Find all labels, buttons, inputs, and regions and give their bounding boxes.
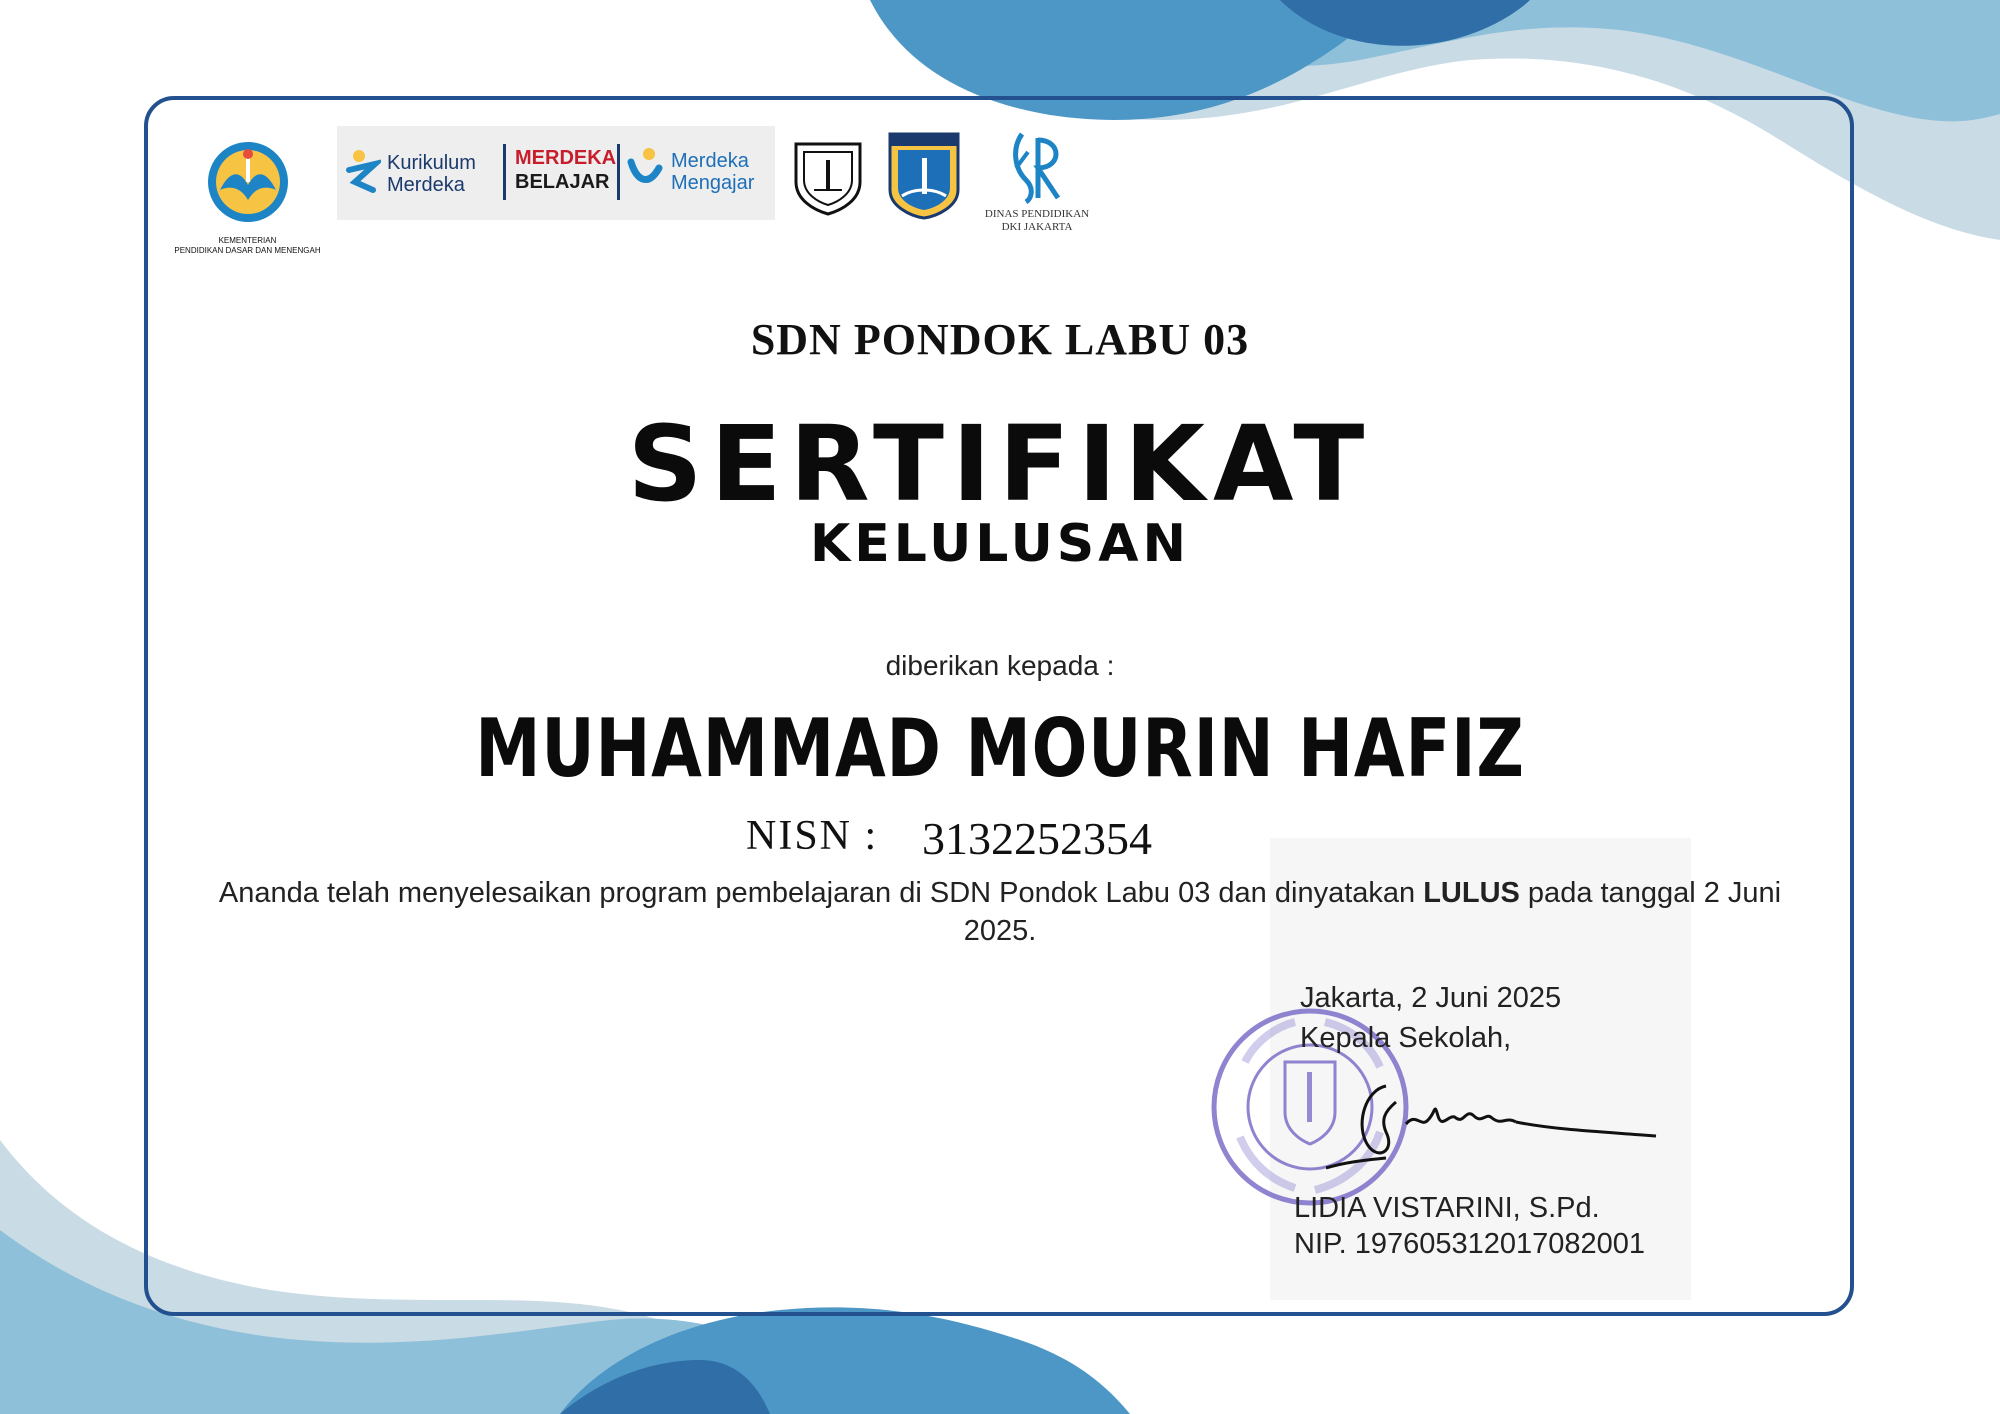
dinas-pendidikan-label: DINAS PENDIDIKAN DKI JAKARTA bbox=[984, 208, 1090, 233]
graduation-statement bbox=[200, 874, 1800, 950]
kurikulum-merdeka-banner bbox=[337, 126, 775, 220]
recipient-name: MUHAMMAD MOURIN HAFIZ bbox=[475, 702, 1525, 795]
signature-place-date: Jakarta, 2 Juni 2025 bbox=[1300, 982, 1562, 1014]
kurikulum-merdeka-icon bbox=[345, 148, 381, 198]
kemdikdasmen-logo bbox=[160, 130, 335, 255]
merdeka-mengajar-text: Merdeka Mengajar bbox=[671, 150, 755, 194]
certificate-subtitle: KELULUSAN bbox=[809, 514, 1191, 574]
kurikulum-merdeka-text: Kurikulum Merdeka bbox=[387, 152, 476, 196]
statement-text-pre: Ananda telah menyelesaikan program pembelajaran di SDN Pondok Labu 03 dan dinyatakan bbox=[218, 877, 1424, 909]
tut-wuri-handayani-icon bbox=[160, 130, 335, 230]
nisn-label: NISN : bbox=[746, 813, 879, 859]
school-emblem-icon bbox=[786, 134, 870, 216]
kemdikdasmen-label: KEMENTERIAN PENDIDIKAN DASAR DAN MENENGAH bbox=[174, 236, 321, 255]
signature-role: Kepala Sekolah, bbox=[1300, 1022, 1512, 1054]
dinas-pendidikan-logo bbox=[982, 128, 1092, 248]
logo-row bbox=[160, 122, 1100, 255]
merdeka-mengajar-icon bbox=[627, 146, 663, 200]
dinas-pendidikan-icon bbox=[982, 128, 1092, 204]
handwritten-signature bbox=[1326, 1072, 1666, 1182]
statement-lulus: LULUS bbox=[1423, 877, 1520, 909]
headmaster-nip: NIP. 197605312017082001 bbox=[1294, 1228, 1646, 1260]
nisn-value: 3132252354 bbox=[922, 813, 1152, 864]
jaya-raya-emblem-icon bbox=[886, 130, 962, 220]
given-to-label: diberikan kepada : bbox=[885, 650, 1115, 681]
merdeka-belajar-bottom: BELAJAR bbox=[515, 171, 610, 193]
school-name: SDN PONDOK LABU 03 bbox=[750, 315, 1250, 364]
certificate-title: SERTIFIKAT bbox=[627, 403, 1373, 525]
merdeka-belajar-top: MERDEKA bbox=[515, 147, 617, 169]
statement-text-post: pada tanggal 2 Juni 2025. bbox=[963, 877, 1782, 947]
headmaster-name: LIDIA VISTARINI, S.Pd. bbox=[1294, 1192, 1600, 1224]
